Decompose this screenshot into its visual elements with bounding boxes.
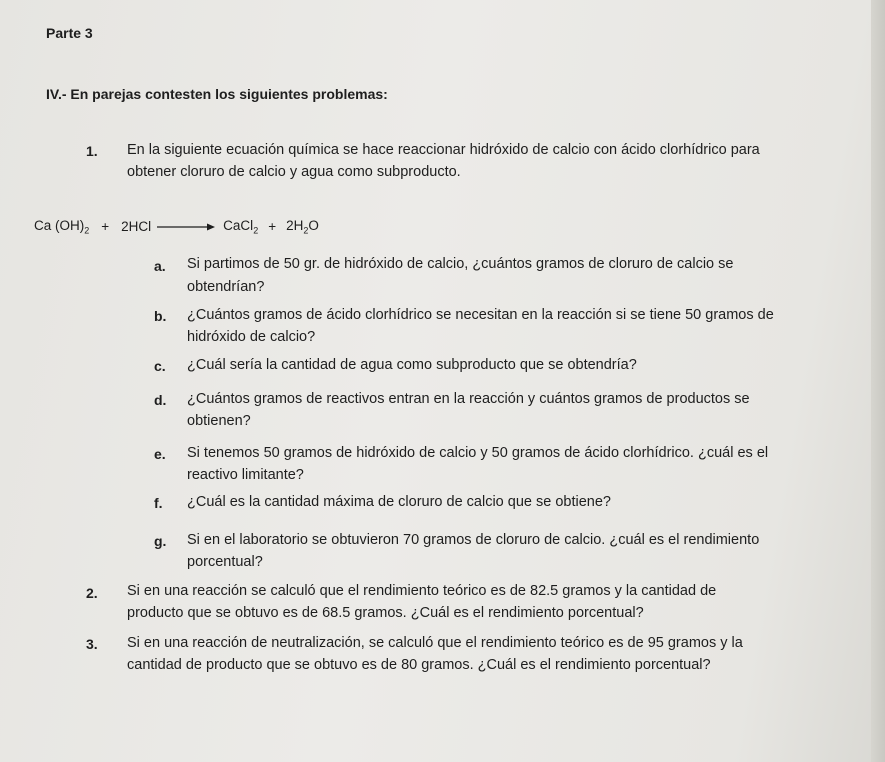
problem-1-number: 1. [86, 143, 98, 159]
problem-1-line-1: En la siguiente ecuación química se hace reaccionar hidróxido de calcio con ácido clorhídrico para [127, 142, 760, 158]
subquestion-d-letter: d. [154, 392, 167, 408]
subquestion-e-letter: e. [154, 446, 166, 462]
subquestion-c-line-1: ¿Cuál sería la cantidad de agua como subproducto que se obtendría? [187, 357, 637, 373]
subquestion-b-letter: b. [154, 308, 167, 324]
subquestion-d-line-1: ¿Cuántos gramos de reactivos entran en la reacción y cuántos gramos de productos se [187, 391, 750, 407]
subquestion-b-line-1: ¿Cuántos gramos de ácido clorhídrico se necesitan en la reacción si se tiene 50 gramos de [187, 307, 774, 323]
subquestion-d-line-2: obtienen? [187, 413, 251, 429]
problem-3-line-1: Si en una reacción de neutralización, se calculó que el rendimiento teórico es de 95 gramos y la [127, 635, 743, 651]
paper-edge [871, 0, 885, 762]
subquestion-b-line-2: hidróxido de calcio? [187, 329, 316, 345]
product-calcium-chloride: CaCl$_2$ [223, 218, 259, 236]
problem-2-line-1: Si en una reacción se calculó que el rendimiento teórico es de 82.5 gramos y la cantidad de [127, 583, 717, 599]
plus-sign: + [101, 219, 110, 235]
subquestion-g-letter: g. [154, 533, 167, 549]
chemical-equation [34, 218, 319, 236]
problem-3-number: 3. [86, 636, 98, 652]
reactant-hcl: 2HCl [121, 219, 152, 235]
reactant-calcium-hydroxide: Ca $(OH)_2$ [34, 218, 90, 236]
problem-3-line-2: cantidad de producto que se obtuvo es de 80 gramos. ¿Cuál es el rendimiento porcentual? [127, 657, 711, 673]
subquestion-e-line-2: reactivo limitante? [187, 467, 304, 483]
subquestion-e-line-1: Si tenemos 50 gramos de hidróxido de calcio y 50 gramos de ácido clorhídrico. ¿cuál es el [187, 445, 769, 461]
subquestion-g-line-1: Si en el laboratorio se obtuvieron 70 gramos de cloruro de calcio. ¿cuál es el rendimiento [187, 532, 760, 548]
subquestion-a-line-2: obtendrían? [187, 279, 265, 295]
subquestion-f-line-1: ¿Cuál es la cantidad máxima de cloruro de calcio que se obtiene? [187, 494, 611, 510]
subquestion-c-letter: c. [154, 358, 166, 374]
part-title: Parte 3 [46, 25, 93, 41]
plus-sign-2: + [268, 219, 277, 235]
problem-1-line-2: obtener cloruro de calcio y agua como subproducto. [127, 164, 461, 180]
subquestion-a-line-1: Si partimos de 50 gr. de hidróxido de calcio, ¿cuántos gramos de cloruro de calcio se [187, 256, 734, 272]
reaction-arrow-icon [157, 222, 215, 232]
subquestion-f-letter: f. [154, 495, 163, 511]
product-water: $2H_2O$ [286, 218, 319, 236]
section-title: IV.- En parejas contesten los siguientes problemas: [46, 86, 388, 102]
problem-2-number: 2. [86, 585, 98, 601]
problem-2-line-2: producto que se obtuvo es de 68.5 gramos. ¿Cuál es el rendimiento porcentual? [127, 605, 644, 621]
subquestion-a-letter: a. [154, 258, 166, 274]
subquestion-g-line-2: porcentual? [187, 554, 263, 570]
